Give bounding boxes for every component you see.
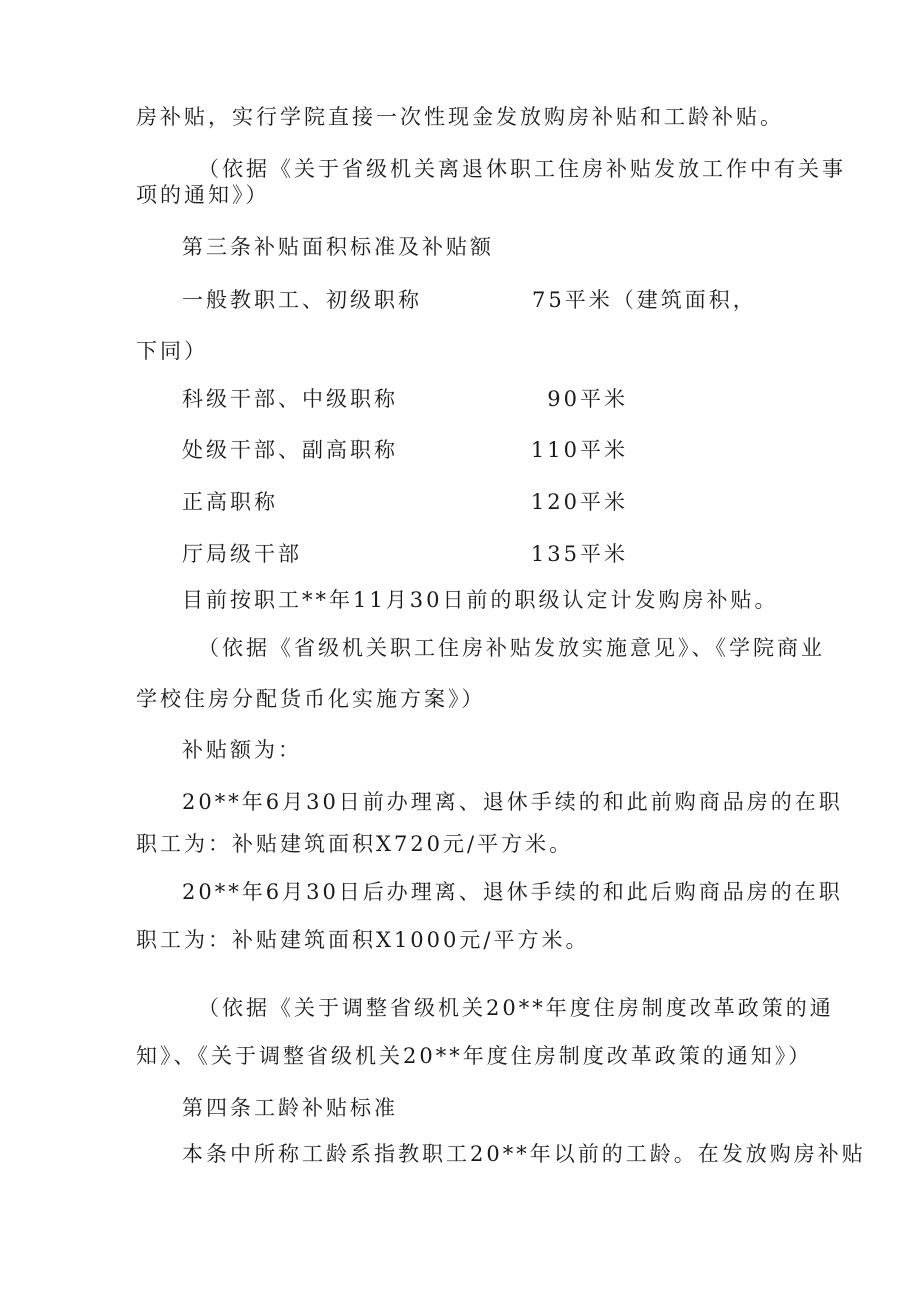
area-value: 135平米 <box>530 542 628 566</box>
rank-label: 处级干部、副高职称 <box>182 438 398 462</box>
paragraph-line: 补贴额为： <box>182 738 302 762</box>
citation-line: （依据《关于调整省级机关20**年度住房制度改革政策的通 <box>198 996 834 1020</box>
citation-line: （依据《省级机关职工住房补贴发放实施意见》、《学院商业 <box>198 636 825 660</box>
citation-line: 项的通知》） <box>136 183 270 207</box>
paragraph-line: 20**年6月30日前办理离、退休手续的和此前购商品房的在职 <box>182 790 843 814</box>
rank-label: 正高职称 <box>182 490 278 514</box>
area-value: 110平米 <box>530 438 628 462</box>
citation-line: 知》、《关于调整省级机关20**年度住房制度改革政策的通知》） <box>136 1044 813 1068</box>
area-value: 90平米 <box>547 387 628 411</box>
paragraph-line: 职工为：补贴建筑面积X720元/平方米。 <box>136 832 574 856</box>
paragraph-line: 房补贴，实行学院直接一次性现金发放购房补贴和工龄补贴。 <box>136 105 784 129</box>
rank-label: 科级干部、中级职称 <box>182 387 398 411</box>
area-value: 120平米 <box>530 490 628 514</box>
rank-label: 厅局级干部 <box>182 542 302 566</box>
citation-line: 学校住房分配货币化实施方案》） <box>136 687 486 711</box>
paragraph-line: 下同） <box>136 339 208 363</box>
paragraph-line: 20**年6月30日后办理离、退休手续的和此后购商品房的在职 <box>182 880 843 904</box>
section-heading: 第三条补贴面积标准及补贴额 <box>182 235 494 259</box>
paragraph-line: 职工为：补贴建筑面积X1000元/平方米。 <box>136 928 590 952</box>
paragraph-line: 目前按职工**年11月30日前的职级认定计发购房补贴。 <box>182 588 779 612</box>
citation-line: （依据《关于省级机关离退休职工住房补贴发放工作中有关事 <box>198 157 846 181</box>
rank-label: 一般教职工、初级职称 <box>182 288 422 312</box>
paragraph-line: 本条中所称工龄系指教职工20**年以前的工龄。在发放购房补贴 <box>182 1142 866 1166</box>
section-heading: 第四条工龄补贴标准 <box>182 1096 398 1120</box>
area-value: 75平米（建筑面积， <box>532 288 757 312</box>
